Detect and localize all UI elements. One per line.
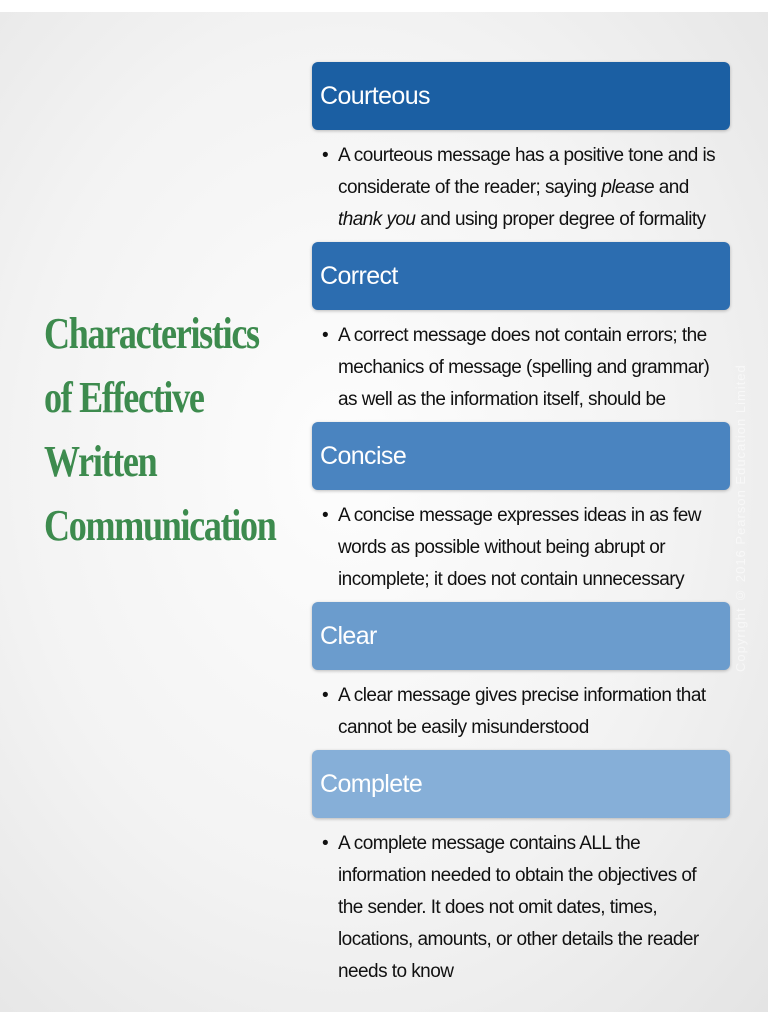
bullet: • bbox=[322, 325, 329, 346]
title-line-3: Written bbox=[44, 437, 157, 486]
bullet: • bbox=[322, 505, 329, 526]
description-concise-text: A concise message expresses ideas in as few words as possible without being abrupt or incomplete; it does not contain unnecessary bbox=[338, 505, 701, 590]
description-clear bbox=[312, 670, 730, 750]
description-correct-text: A correct message does not contain errors; the mechanics of message (spelling and grammar) as well as the information itself, should be bbox=[338, 325, 710, 410]
heading-concise: Concise bbox=[312, 422, 730, 490]
title-line-4: Communication bbox=[44, 501, 276, 550]
copyright-watermark: Copyright © 2016 Pearson Education Limited bbox=[733, 364, 748, 672]
bullet: • bbox=[322, 833, 329, 854]
emphasis-please: please bbox=[601, 177, 655, 198]
description-concise bbox=[312, 490, 730, 602]
heading-clear: Clear bbox=[312, 602, 730, 670]
description-courteous-text-c: and using proper degree of formality bbox=[415, 209, 706, 230]
slide bbox=[0, 12, 768, 1012]
emphasis-thank-you: thank you bbox=[338, 209, 416, 230]
description-courteous-text-a: A courteous message has a positive tone and is considerate of the reader; saying bbox=[338, 145, 716, 198]
heading-correct: Correct bbox=[312, 242, 730, 310]
description-correct bbox=[312, 310, 730, 422]
heading-courteous: Courteous bbox=[312, 62, 730, 130]
bullet: • bbox=[322, 145, 329, 166]
description-complete-text: A complete message contains ALL the information needed to obtain the objectives of the sender. It does not omit dates, times, locations, amounts, or other details the reader needs to know bbox=[338, 833, 699, 982]
description-complete bbox=[312, 818, 730, 982]
bullet: • bbox=[322, 685, 329, 706]
characteristics-list bbox=[312, 62, 730, 982]
description-courteous bbox=[312, 130, 730, 242]
slide-title bbox=[44, 302, 276, 558]
heading-complete: Complete bbox=[312, 750, 730, 818]
title-line-1: Characteristics bbox=[44, 309, 259, 358]
title-line-2: of Effective bbox=[44, 373, 204, 422]
description-courteous-text-b: and bbox=[654, 177, 689, 198]
description-clear-text: A clear message gives precise information that cannot be easily misunderstood bbox=[338, 685, 706, 738]
